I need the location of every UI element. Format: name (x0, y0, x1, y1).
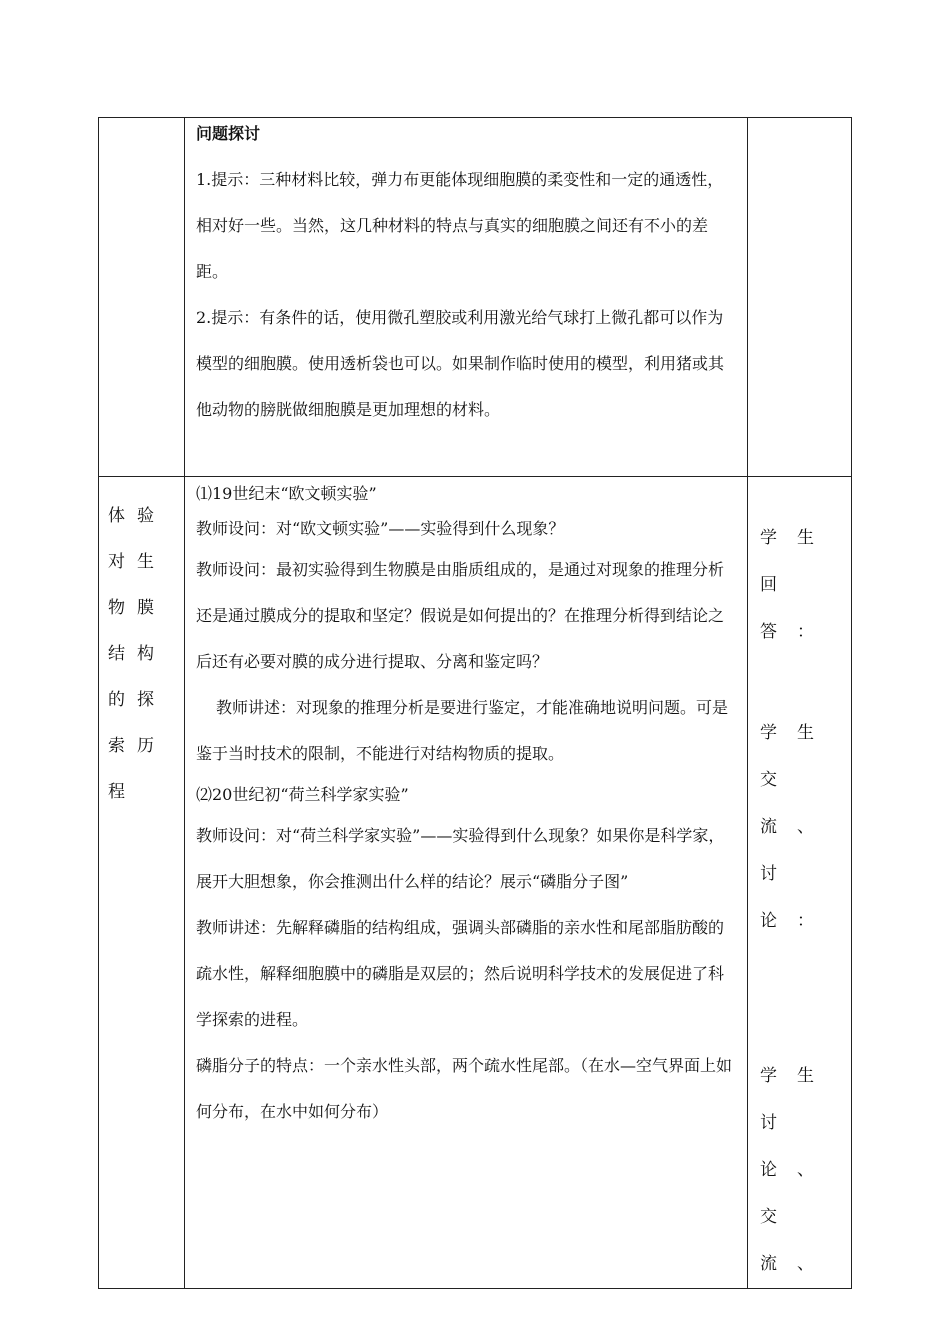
notes-cell (748, 477, 852, 1289)
teacher-question-2: 教师设问：最初实验得到生物膜是由脂质组成的，是通过对现象的推理分析还是通过膜成分的提取和坚定？假说是如何提出的？在推理分析得到结论之后还有必要对膜的成分进行提取、分离和鉴定吗？ (196, 560, 725, 671)
teacher-explanation-1: 教师讲述：对现象的推理分析是要进行鉴定，才能准确地说明问题。可是鉴于当时技术的限制，不能进行对结构物质的提取。 (196, 698, 729, 763)
section-heading: 问题探讨 (196, 124, 261, 143)
topic-label: 体验对生物膜结构的探索历程 (108, 506, 166, 802)
topic-cell (99, 477, 185, 1289)
teacher-explanation-2: 教师讲述：先解释磷脂的结构组成，强调头部磷脂的亲水性和尾部脂肪酸的疏水性，解释细胞膜中的磷脂是双层的；然后说明科学技术的发展促进了科学探索的进程。 (196, 918, 725, 1029)
content-cell (185, 477, 748, 1289)
content-cell (185, 118, 748, 477)
teacher-question-1: 教师设问：对“欧文顿实验”——实验得到什么现象？ (196, 519, 565, 538)
student-note-2: 学生交流、讨论： (760, 723, 834, 931)
experiment-title-1: ⑴19世纪末“欧文顿实验” (196, 484, 377, 503)
teacher-question-3: 教师设问：对“荷兰科学家实验”——实验得到什么现象？如果你是科学家，展开大胆想象，你会推测出什么样的结论？展示“磷脂分子图” (196, 826, 725, 891)
student-note-3: 学生讨论、交流、 (760, 1066, 834, 1274)
notes-cell-empty (748, 118, 852, 477)
table-row (99, 118, 852, 477)
hint-paragraph-1: 1.提示：三种材料比较，弹力布更能体现细胞膜的柔变性和一定的通透性，相对好一些。当然，这几种材料的特点与真实的细胞膜之间还有不小的差距。 (196, 170, 724, 281)
experiment-title-2: ⑵20世纪初“荷兰科学家实验” (196, 785, 409, 804)
phospholipid-features: 磷脂分子的特点：一个亲水性头部，两个疏水性尾部。（在水—空气界面上如何分布，在水中如何分布） (196, 1056, 733, 1121)
student-note-1: 学生回答： (760, 528, 834, 642)
lesson-table (98, 117, 852, 1289)
topic-cell-empty (99, 118, 185, 477)
table-row (99, 477, 852, 1289)
hint-paragraph-2: 2.提示：有条件的话，使用微孔塑胶或利用激光给气球打上微孔都可以作为模型的细胞膜。使用透析袋也可以。如果制作临时使用的模型，利用猪或其他动物的膀胱做细胞膜是更加理想的材料。 (196, 308, 725, 419)
